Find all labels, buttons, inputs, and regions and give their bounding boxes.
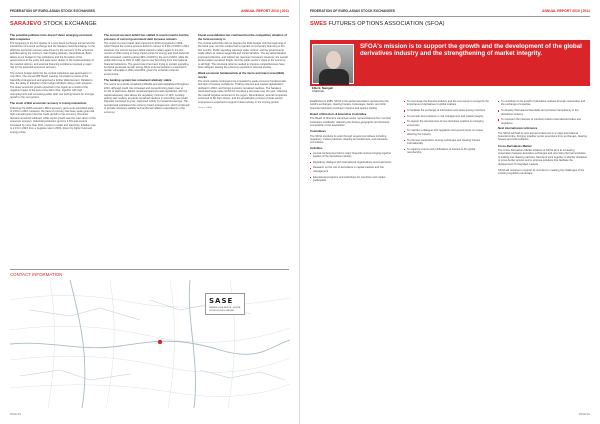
running-header-report: ANNUAL REPORT 2010 | 2011 (241, 9, 289, 13)
text-column-1 (10, 34, 96, 137)
section-title-prefix: SWES (310, 21, 327, 27)
section-title (10, 21, 97, 27)
list-item: To maintain a dialogue with regulators and governments on issues affecting the industry (404, 129, 490, 136)
column-paragraph: The current budget deficit for the central institutions was approved to in July 2011. The annual IMF Board meeting concluded a review of the Stand-By Arrangement and approved a further disbursement. Parallel to that, the delay in adoption of the budget left BiH's rating under pressure. The lower economic growth expected in the region as a result of the negative impact of the Euro zone debt crisis, together with high unemployment and increasing public debt, are limiting factors for stronger growth in the next period. (10, 72, 95, 100)
section-title-prefix: SARAJEVO (10, 21, 42, 27)
sase-logo (205, 293, 245, 315)
person-name: Ellie E. Namgall (312, 86, 333, 90)
contact-information-heading: CONTACT INFORMATION (10, 269, 289, 277)
location-map (10, 280, 290, 408)
column-paragraph: The import-to-export trade ratio improved in 2010 compared to 2009, which helped the current account deficit to narrow to 5.6% of GDP in 2011. However, the current account deficit started to widen again in the first months of 2011 owing to rising import prices for energy and food. External debt increased, reaching about 49% of GDP by the end of 2010, while the public debt rose to 39% of GDP, due to new borrowing from international financial institutions. The government has been trying to contain spending, but fiscal pressures remain strong. BiH's external position is expected to remain vulnerable in 2011 and 2012, given the uncertain external environment. (104, 41, 190, 76)
page-number: PAGE 0H (578, 413, 590, 416)
list-item: To contribute to the growth of derivative markets through cooperation and the exchange of expertise (498, 100, 588, 107)
text-column-2 (104, 34, 190, 117)
column-heading: Weak economic fundamentals at the micro and macro level (BiH) stocks (198, 71, 285, 79)
list-item: To develop international standards and promote transparency in the derivatives industry (498, 109, 588, 116)
text-column-2 (404, 100, 490, 157)
column-paragraph: The SFOA conducts its work through several committees including regulatory, market practices, clearing and settlement, and education committees. (310, 134, 388, 145)
column-heading: Fiscal consolidation has continued but the competitive situation of the local economy is (198, 33, 287, 41)
running-header-title: FEDERATION OF EURO-ASIAN STOCK EXCHANGES (310, 9, 396, 13)
running-header-title: FEDERATION OF EURO-ASIAN STOCK EXCHANGES (10, 9, 96, 13)
section-title (310, 21, 445, 27)
chairman-photo (312, 44, 354, 84)
mission-quote: SFOA's mission is to support the growth and the development of the global derivatives industry and the strengthening of market integrity. (360, 43, 582, 58)
column-paragraph: The SFOA will hold its next annual conference in a major international financial centre, bringing together senior executives from exchanges, clearing houses and intermediaries. (498, 131, 587, 142)
section-title-text: FUTURES OPTIONS ASSOCIATION (SFOA) (328, 21, 445, 27)
column-heading: The stock of BiH economic recovery is losing momentum (10, 101, 87, 106)
section-title-text: STOCK EXCHANGE (43, 21, 97, 27)
list-item: To encourage the financial industry and the community to recognize the importance of derivatives in global markets (404, 100, 490, 107)
page-number: PAGE 0G (10, 413, 22, 416)
header-rule (10, 16, 289, 17)
logo-text: SASE (209, 297, 234, 305)
column-paragraph: The stock market continued to be impacted by weak economic fundamentals and lack of investor confidence. Trading volumes and market capitalization declined in 2010, and foreign investors remained cautious. The Sarajevo Stock Exchange index SASX-10 recorded a decrease over the year, reflecting the overall negative sentiment in the region. Nevertheless, several companies continued to list their shares, and the privatization process of state-owned enterprises is expected to support market activity in the coming period. (198, 79, 288, 104)
column-heading: Activities (310, 146, 323, 151)
list-item: Educational programs and workshops for members and market participants (310, 176, 396, 183)
map-graphic (10, 280, 290, 408)
running-header-report: ANNUAL REPORT 2010 | 2011 (542, 9, 590, 13)
header-rule (310, 16, 590, 17)
list-item: To support the development of new derivative markets in emerging economies (404, 120, 490, 127)
column-paragraph: SFOA will continue to support its members in meeting the challenges of the evolving regulatory landscape. (498, 168, 585, 176)
person-role: Chairman (312, 89, 325, 94)
source-note: Source: SASE (198, 106, 212, 109)
location-marker-icon (158, 340, 162, 344)
right-page (300, 0, 600, 424)
list-item: To promote best practices in risk management and market integrity (404, 115, 490, 118)
column-heading: The current account deficit has stalled in recent months but the pressure of current government debt increase remains (104, 33, 189, 41)
column-paragraph: Following the 2009 recession, BiH's economy grew at an estimated pace of 0.8% in 2010. However, the pace of recovery has been weak given still high unemployment and low credit growth in the economy. Domestic demand remained subdued, while export growth was the main driver of the economic recovery. Industrial production grew by 1.6% and exports increased by more than 30%, mostly in metals and electricity. Inflation rose to 2.1% in 2010 from a negative rate in 2009, driven by higher food and energy prices. (10, 106, 96, 134)
list-item: Regulatory dialogue with international organizations and supervisors (310, 161, 396, 164)
column-heading: The banking system has remained relatively stable (104, 77, 172, 82)
column-heading: Next international conference (498, 126, 538, 131)
column-heading: Committees (310, 129, 327, 134)
list-item: To facilitate the exchange of information and views among members (404, 109, 490, 112)
list-item: To represent the interests of members before international bodies and regulators (498, 118, 588, 125)
logo-subtext: SARAJEVSKA BERZA - BURZA VRIJEDNOSNIH PAPIRA (209, 307, 241, 312)
list-item: Research on the role of derivatives in capital markets and risk management (310, 166, 396, 173)
column-heading: The potential political crisis doesn't deter emerging economic BiH companies (10, 33, 93, 41)
bullet-list (404, 100, 490, 155)
photo-caption (312, 87, 333, 94)
bullet-list (498, 100, 588, 125)
column-paragraph: The beginning in the first quarter of a new Stock exchange annual and the introduction of a stock exchange and the Sarajevo Stock Exchange. In the 2010 the economic recovery was driven by the recovery of the economic activities along the country's main trading partners. Nevertheless, BiH's failure to put budget for the institutions and the formation of the governments at the entity and state level, delays in the implementation of the needed reforms, and external financing conditions imposed a major risk for the expected economic recovery. (10, 41, 95, 69)
list-item: To promote cooperation among exchanges and clearing houses internationally (404, 139, 490, 146)
portrait-torso (319, 69, 349, 85)
list-item: Annual conferences held in major financial centres bringing together leaders of the derivatives industry (310, 152, 396, 159)
column-paragraph: Established in 1985, SFOA is the global association representing the world's exchanges, clearing houses, brokerages, banks, and other financial institutions involved in futures and options trading. (310, 100, 389, 110)
text-column-3 (198, 34, 288, 110)
text-column-3 (498, 100, 588, 178)
column-heading: Board of Directors & Executive Committee (310, 111, 367, 116)
column-heading: Cross-Derivatives Market (498, 143, 532, 148)
list-item: To organize events and publications of interest to the global membership (404, 148, 490, 155)
column-paragraph: The Cross-Derivatives Market initiative of SFOA aims at increasing cooperation between derivative exchanges and promoting the harmonization of trading and clearing practices. Members work together to identify obstacles to cross-border access and to propose solutions that facilitate the development of integrated markets. (498, 148, 587, 166)
column-paragraph: The sector as a whole remained profitable and well capitalized throughout 2010, although credit risk increased and nonperforming loans rose to 11.4% of total loans. Banks remained liquid and well capitalized, with the capital adequacy ratio above the regulatory minimum of 12%. Lending activity was modest, as banks remained cautious in extending new credit. Deposits continued to grow, supported mainly by household savings. The central bank maintained the currency board arrangement, which continued to provide monetary stability and anchored inflation expectations in the economy. (104, 83, 190, 114)
column-paragraph: The central authorities did not prepare the 2011 budget until the beginning of the fiscal year, and the entities had to operate on temporary financing in the first months. Public spending was kept under control, and the governments made efforts to reduce wage bills and social transfers. The tax administration improved collection, and indirect tax revenues increased. However, the overall fiscal position remained fragile, and the public sector's share in the economy is still high. The structural reforms needed to improve competitiveness have been delayed, leaving the economy exposed to external shocks. (198, 41, 288, 69)
portrait-head (326, 51, 341, 69)
text-column-1 (310, 100, 396, 185)
bullet-list (310, 152, 396, 183)
column-paragraph: The Board of Directors comprises senior representatives from member institutions worldwide, reflecting the diverse geographic and business composition of the association. (310, 117, 392, 128)
